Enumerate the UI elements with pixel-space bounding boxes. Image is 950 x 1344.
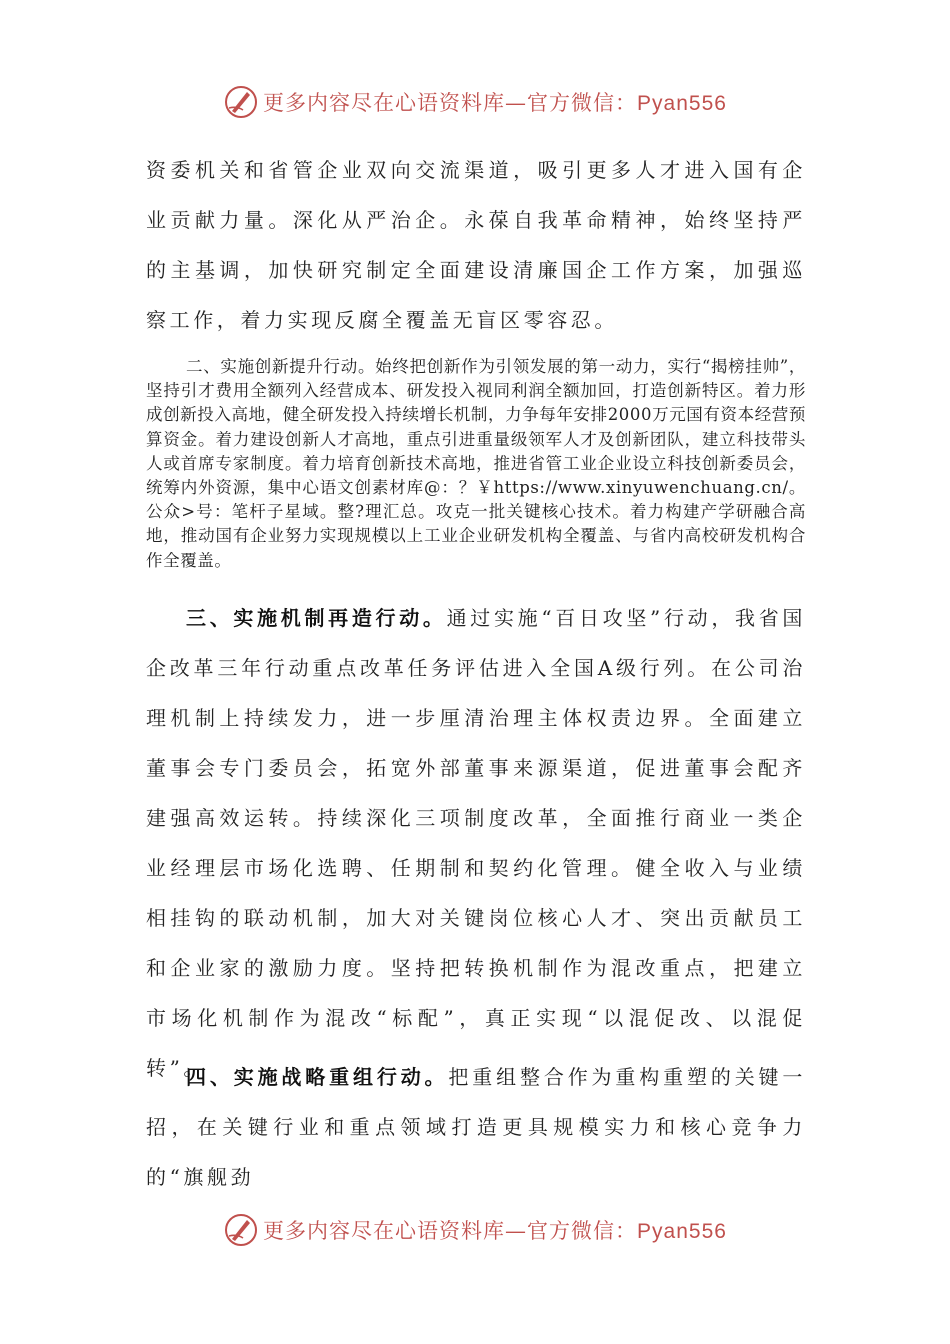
- quill-pen-icon: [223, 1212, 259, 1248]
- paragraph-4: [146, 1052, 806, 1202]
- footer-banner: [0, 1208, 950, 1252]
- paragraph-1: 资委机关和省管企业双向交流渠道，吸引更多人才进入国有企业贡献力量。深化从严治企。永葆自我革命精神，始终坚持严的主基调，加快研究制定全面建设清廉国企工作方案，加强巡察工作，着力实现反腐全覆盖无盲区零容忍。: [146, 158, 806, 332]
- section-4-body: 把重组整合作为重构重塑的关键一招，在关键行业和重点领域打造更具规模实力和核心竞争力的“旗舰劲: [146, 1065, 807, 1189]
- section-3-body: 通过实施“百日攻坚”行动，我省国企改革三年行动重点改革任务评估进入全国A级行列。在公司治理机制上持续发力，进一步厘清治理主体权责边界。全面建立董事会专门委员会，拓宽外部董事来源渠道，促进董事会配齐建强高效运转。持续深化三项制度改革，全面推行商业一类企业经理层市场化选聘、任期制和契约化管理。健全收入与业绩相挂钩的联动机制，加大对关键岗位核心人才、突出贡献员工和企业家的激励力度。坚持把转换机制作为混改重点，把建立市场化机制作为混改“标配”，真正实现“以混促改、以混促转”。: [146, 606, 806, 1080]
- section-4-title: 四、实施战略重组行动。: [186, 1065, 449, 1089]
- quill-pen-icon: [223, 84, 259, 120]
- banner-text: 更多内容尽在心语资料库—官方微信：Pyan556: [263, 91, 727, 115]
- header-banner: [0, 80, 950, 124]
- paragraph-3: [146, 593, 806, 1093]
- banner-text: 更多内容尽在心语资料库—官方微信：Pyan556: [263, 1219, 727, 1243]
- section-3-title: 三、实施机制再造行动。: [186, 606, 447, 630]
- paragraph-2: 二、实施创新提升行动。始终把创新作为引领发展的第一动力，实行“揭榜挂帅”，坚持引才费用全额列入经营成本、研发投入视同利润全额加回，打造创新特区。着力形成创新投入高地，健全研发投入持续增长机制，力争每年安排2000万元国有资本经营预算资金。着力建设创新人才高地，重点引进重量级领军人才及创新团队，建立科技带头人或首席专家制度。着力培育创新技术高地，推进省管工业企业设立科技创新委员会，统筹内外资源，集中心语文创素材库@：？￥https://www.xinyuwenchuang.cn/。公众>号：笔杆子星域。整?理汇总。攻克一批关键核心技术。着力构建产学研融合高地，推动国有企业努力实现规模以上工业企业研发机构全覆盖、与省内高校研发机构合作全覆盖。: [146, 357, 806, 570]
